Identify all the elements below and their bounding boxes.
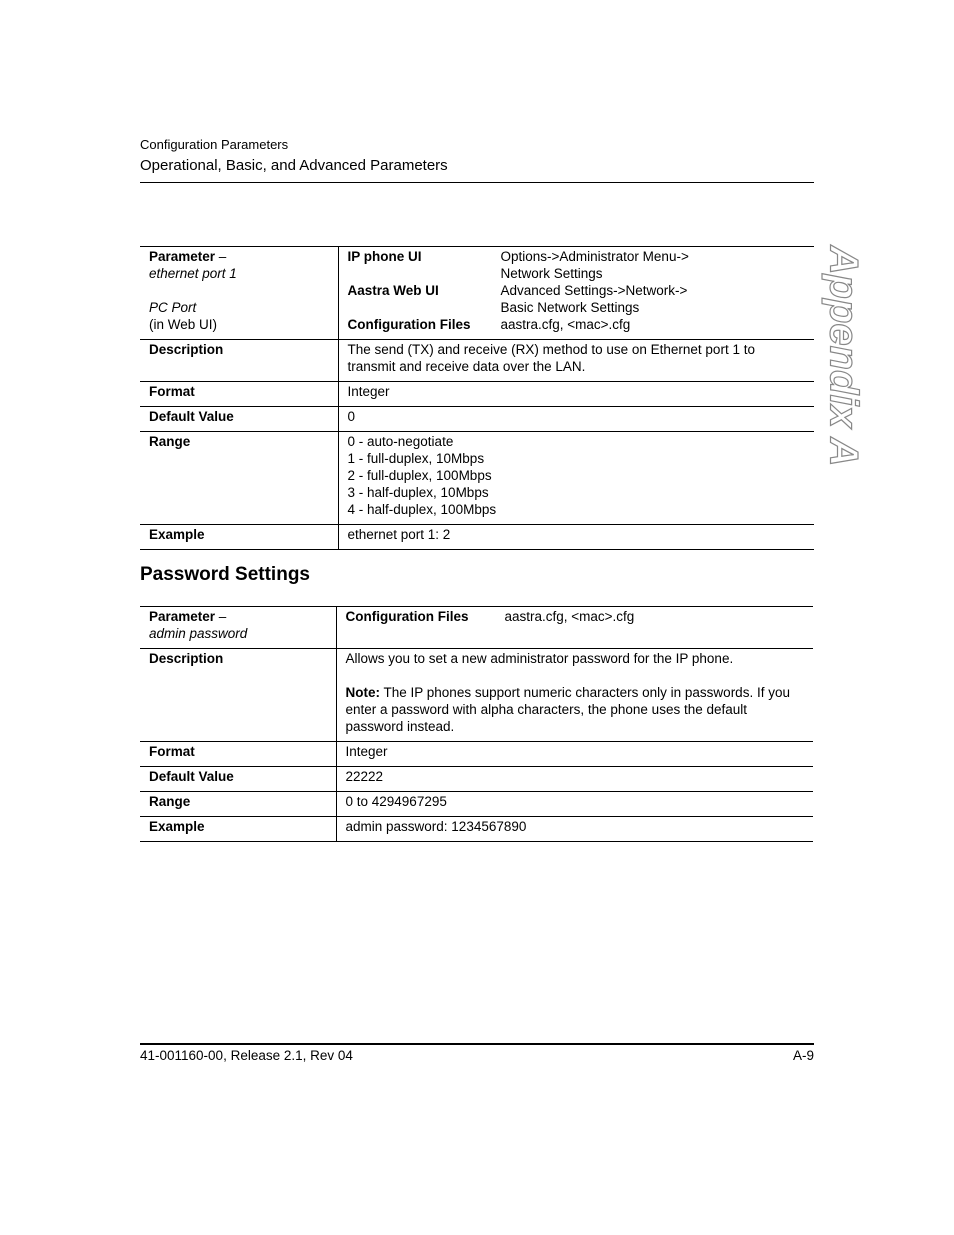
table-row bbox=[140, 767, 813, 792]
table-row bbox=[140, 247, 814, 340]
range-option: 3 - half-duplex, 10Mbps bbox=[347, 485, 489, 500]
description-text: Allows you to set a new administrator password for the IP phone. bbox=[345, 651, 734, 666]
parameter-name: admin password bbox=[149, 626, 248, 641]
note-label: Note: bbox=[345, 685, 380, 700]
configuration-files-value: aastra.cfg, <mac>.cfg bbox=[504, 609, 635, 624]
format-label: Format bbox=[140, 742, 336, 767]
format-value: Integer bbox=[336, 742, 813, 767]
running-header-section: Operational, Basic, and Advanced Parameters bbox=[140, 157, 448, 174]
description-label: Description bbox=[140, 649, 336, 742]
table-row bbox=[140, 432, 814, 525]
ip-phone-ui-path-line: Network Settings bbox=[500, 266, 603, 281]
footer-document-id: 41-001160-00, Release 2.1, Rev 04 bbox=[140, 1048, 353, 1063]
example-label: Example bbox=[140, 817, 336, 842]
aastra-web-ui-label: Aastra Web UI bbox=[347, 283, 439, 298]
default-value-label: Default Value bbox=[140, 407, 338, 432]
aastra-web-ui-path-line: Advanced Settings->Network-> bbox=[500, 283, 688, 298]
web-ui-name-note: (in Web UI) bbox=[149, 317, 218, 332]
table-row bbox=[140, 792, 813, 817]
range-label: Range bbox=[140, 432, 338, 525]
parameter-label: Parameter bbox=[149, 609, 216, 624]
ethernet-port-parameter-table bbox=[140, 246, 814, 550]
table-row bbox=[140, 407, 814, 432]
ip-phone-ui-label: IP phone UI bbox=[347, 249, 422, 264]
table-row bbox=[140, 817, 813, 842]
configuration-files-label: Configuration Files bbox=[347, 317, 471, 332]
parameter-cell bbox=[140, 607, 336, 649]
parameter-label: Parameter bbox=[149, 249, 216, 264]
range-value bbox=[338, 432, 814, 525]
table-row bbox=[140, 742, 813, 767]
configuration-files-value: aastra.cfg, <mac>.cfg bbox=[500, 317, 631, 332]
range-value: 0 to 4294967295 bbox=[336, 792, 813, 817]
note-line: enter a password with alpha characters, the phone uses the default bbox=[345, 702, 747, 717]
description-value bbox=[338, 340, 814, 382]
parameter-cell bbox=[140, 247, 338, 340]
note-line: The IP phones support numeric characters only in passwords. If you bbox=[380, 685, 790, 700]
parameter-dash: – bbox=[215, 249, 227, 264]
description-line: transmit and receive data over the LAN. bbox=[347, 359, 586, 374]
example-value: ethernet port 1: 2 bbox=[338, 525, 814, 550]
parameter-name: ethernet port 1 bbox=[149, 266, 237, 281]
table-row bbox=[140, 525, 814, 550]
admin-password-parameter-table bbox=[140, 606, 813, 842]
description-label: Description bbox=[140, 340, 338, 382]
locations-cell bbox=[338, 247, 814, 340]
configuration-files-label: Configuration Files bbox=[345, 609, 469, 624]
aastra-web-ui-path-line: Basic Network Settings bbox=[500, 300, 640, 315]
footer-divider bbox=[140, 1043, 814, 1045]
appendix-side-tab bbox=[820, 245, 866, 466]
format-label: Format bbox=[140, 382, 338, 407]
format-value: Integer bbox=[338, 382, 814, 407]
configuration-files-cell bbox=[336, 607, 813, 649]
note-line: password instead. bbox=[345, 719, 455, 734]
ip-phone-ui-path-line: Options->Administrator Menu-> bbox=[500, 249, 689, 264]
footer-page-number: A-9 bbox=[792, 1048, 814, 1063]
table-row bbox=[140, 607, 813, 649]
range-option: 1 - full-duplex, 10Mbps bbox=[347, 451, 485, 466]
table-row bbox=[140, 649, 813, 742]
parameter-dash: – bbox=[215, 609, 227, 624]
range-option: 2 - full-duplex, 100Mbps bbox=[347, 468, 492, 483]
example-value: admin password: 1234567890 bbox=[336, 817, 813, 842]
description-line: The send (TX) and receive (RX) method to use on Ethernet port 1 to bbox=[347, 342, 755, 357]
default-value-label: Default Value bbox=[140, 767, 336, 792]
web-ui-name: PC Port bbox=[149, 300, 197, 315]
default-value: 22222 bbox=[336, 767, 813, 792]
description-value bbox=[336, 649, 813, 742]
range-option: 4 - half-duplex, 100Mbps bbox=[347, 502, 497, 517]
running-header-chapter: Configuration Parameters bbox=[140, 137, 289, 152]
appendix-side-tab-label: Appendix A bbox=[821, 245, 866, 466]
example-label: Example bbox=[140, 525, 338, 550]
range-option: 0 - auto-negotiate bbox=[347, 434, 454, 449]
range-label: Range bbox=[140, 792, 336, 817]
default-value: 0 bbox=[338, 407, 814, 432]
table-row bbox=[140, 340, 814, 382]
header-divider bbox=[140, 182, 814, 183]
section-title: Password Settings bbox=[140, 564, 310, 585]
table-row bbox=[140, 382, 814, 407]
